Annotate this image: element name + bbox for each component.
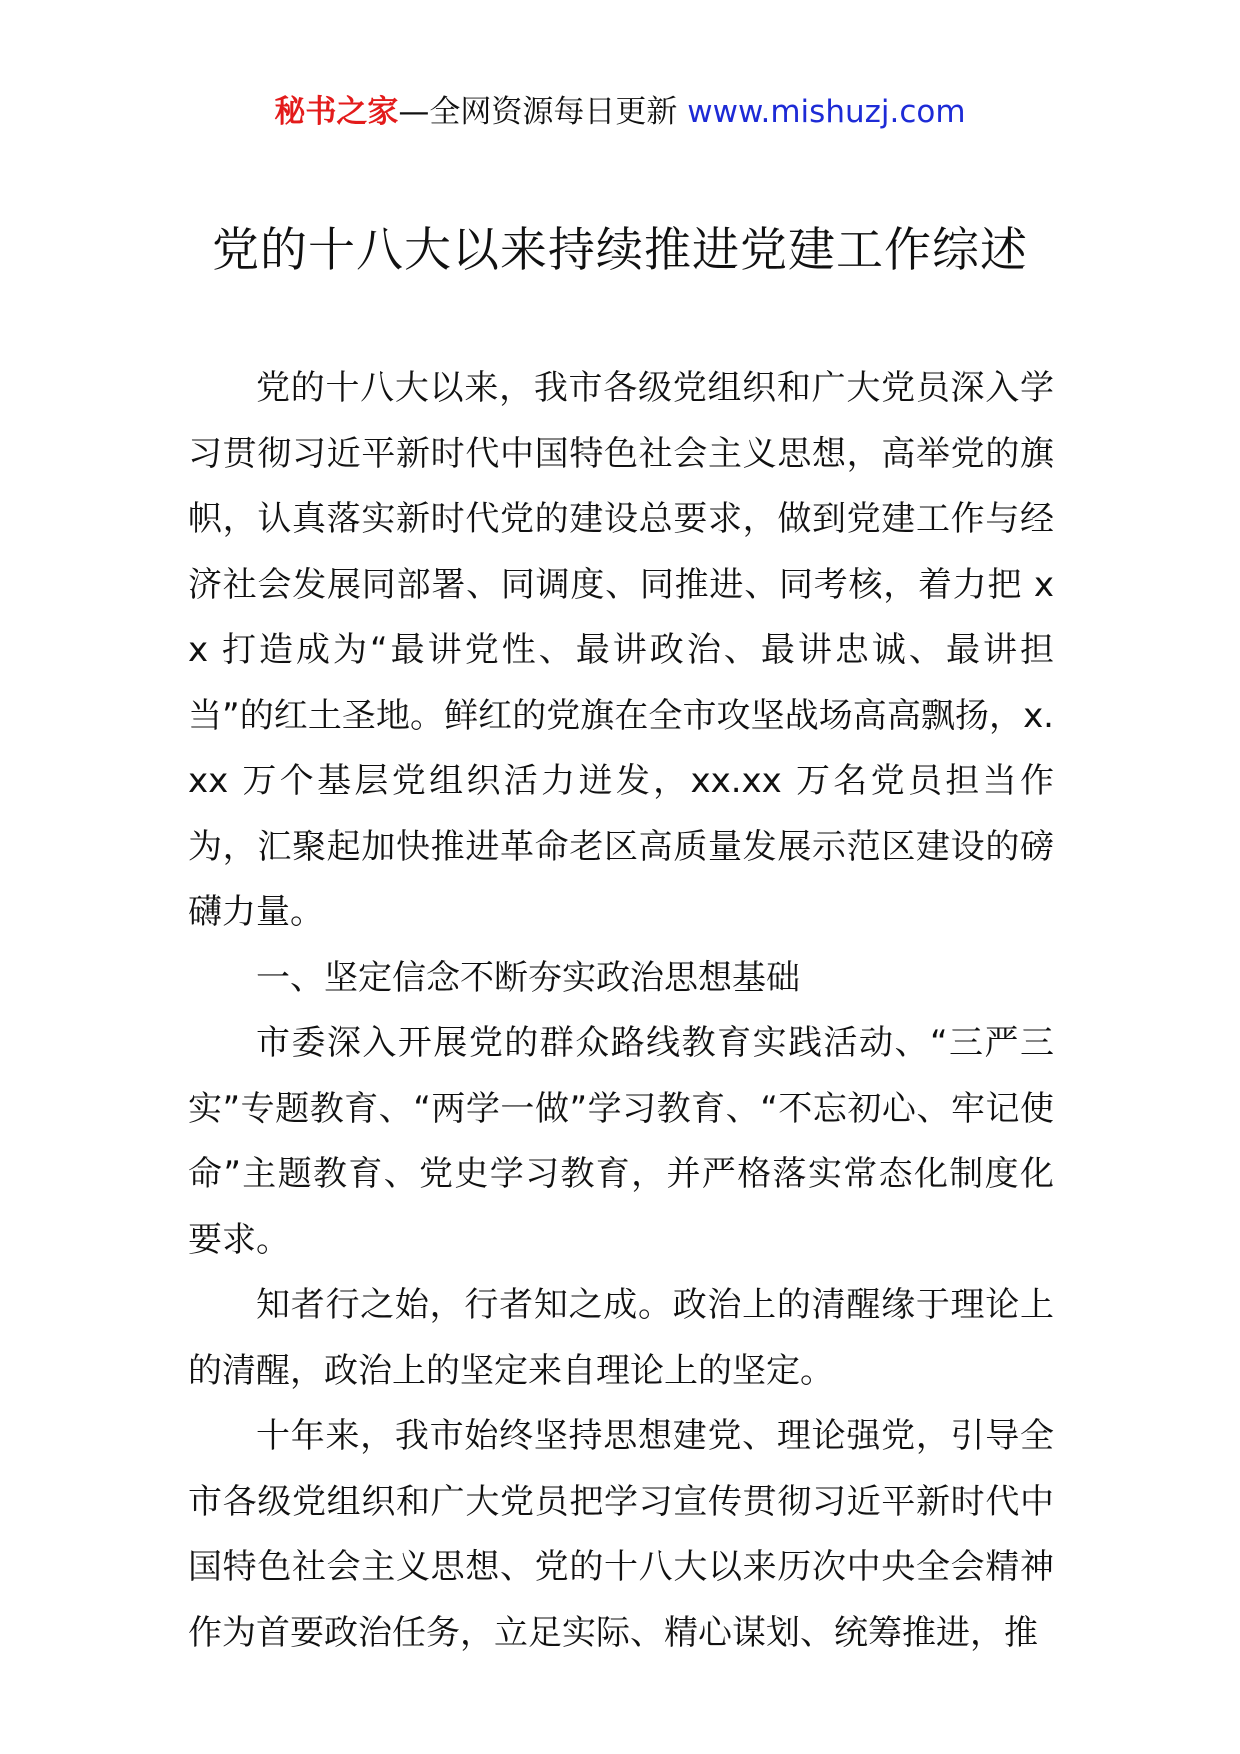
body-paragraph-2: 知者行之始，行者知之成。政治上的清醒缘于理论上的清醒，政治上的坚定来自理论上的坚定。 <box>188 1285 1054 1391</box>
document-title: 党的十八大以来持续推进党建工作综述 <box>212 223 1028 278</box>
document-body <box>188 356 1054 1666</box>
body-paragraph-3: 十年来，我市始终坚持思想建党、理论强党，引导全市各级党组织和广大党员把学习宣传贯彻习近平新时代中国特色社会主义思想、党的十八大以来历次中央全会精神作为首要政治任务，立足实际、精心谋划、统筹推进，推 <box>188 1416 1054 1653</box>
site-brand: 秘书之家 <box>274 94 399 130</box>
body-paragraph-1: 市委深入开展党的群众路线教育实践活动、“三严三实”专题教育、“两学一做”学习教育、“不忘初心、牢记使命”主题教育、党史学习教育，并严格落实常态化制度化要求。 <box>188 1023 1054 1260</box>
site-header <box>0 92 1240 132</box>
section-heading: 一、坚定信念不断夯实政治思想基础 <box>256 957 800 998</box>
site-tagline: —全网资源每日更新 <box>398 94 678 130</box>
intro-paragraph: 党的十八大以来，我市各级党组织和广大党员深入学习贯彻习近平新时代中国特色社会主义思想，高举党的旗帜，认真落实新时代党的建设总要求，做到党建工作与经济社会发展同部署、同调度、同推进、同考核，着力把 xx 打造成为“最讲党性、最讲政治、最讲忠诚、最讲担当”的红土圣地。鲜红的党旗在全市攻坚战场高高飘扬，x.xx 万个基层党组织活力迸发，xx.xx 万名党员担当作为，汇聚起加快推进革命老区高质量发展示范区建设的磅礴力量。 <box>188 368 1054 932</box>
site-url[interactable]: www.mishuzj.com <box>687 94 966 130</box>
